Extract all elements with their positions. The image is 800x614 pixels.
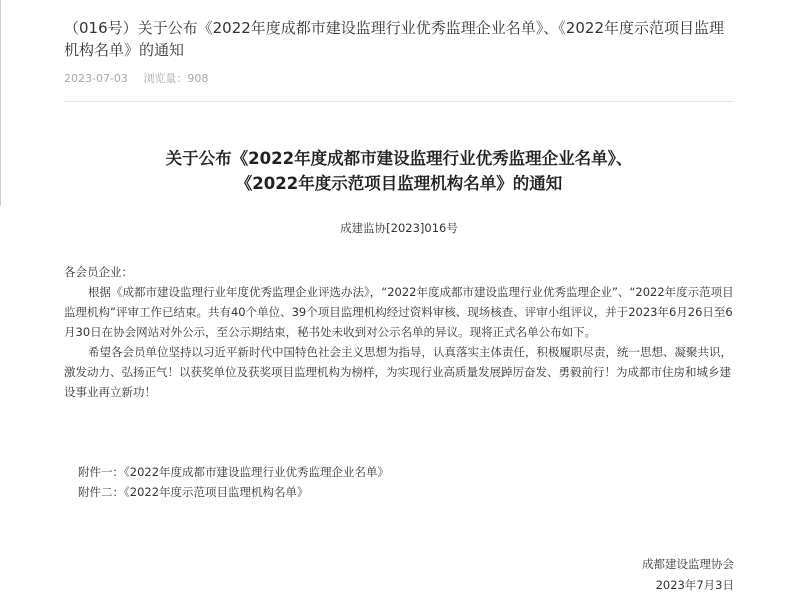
publish-date: 2023-07-03: [64, 72, 128, 85]
signature-block: [642, 554, 734, 596]
article-header-title: （016号）关于公布《2022年度成都市建设监理行业优秀监理企业名单》、《2022年度示范项目监理机构名单》的通知: [64, 19, 724, 59]
left-edge-line: [0, 0, 1, 206]
attachment-item-1: [78, 462, 389, 482]
attachment-link-1[interactable]: 附件一：《2022年度成都市建设监理行业优秀监理企业名单》: [78, 465, 390, 479]
attachment-link-2[interactable]: 附件二：《2022年度示范项目监理机构名单》: [78, 485, 309, 499]
document-title-line-1: 关于公布《2022年度成都市建设监理行业优秀监理企业名单》、: [165, 149, 633, 168]
view-count: 浏览量：908: [143, 72, 209, 85]
header-divider: [64, 101, 734, 102]
signature-date: 2023年7月3日: [655, 578, 734, 592]
article-meta: [64, 70, 220, 86]
document-title-line-2: 《2022年度示范项目监理机构名单》的通知: [235, 174, 563, 193]
signature-organization: 成都建设监理协会: [642, 557, 734, 571]
paragraph-1: 根据《成都市建设监理行业年度优秀监理企业评选办法》，“2022年度成都市建设监理行业优秀监理企业”、“2022年度示范项目监理机构”评审工作已结束。共有40个单位、39个项目监理机构经过资料审核、现场核查、评审小组评议，并于2023年6月26日至6月30日在协会网站对外公示，至公示期结束，秘书处未收到对公示名单的异议。现将正式名单公布如下。: [64, 285, 734, 339]
attachment-item-2: [78, 482, 389, 502]
document-title: [64, 146, 734, 196]
paragraph-2: 希望各会员单位坚持以习近平新时代中国特色社会主义思想为指导，认真落实主体责任，积极履职尽责，统一思想、凝聚共识，激发动力、弘扬正气！以获奖单位及获奖项目监理机构为榜样，为实现行业高质量发展踔厉奋发、勇毅前行！为成都市住房和城乡建设事业再立新功！: [64, 345, 732, 399]
attachment-list: [64, 462, 389, 502]
salutation: 各会员企业：: [64, 265, 133, 279]
document-number: 成建监协[2023]016号: [340, 221, 458, 235]
document-body: [64, 262, 736, 402]
